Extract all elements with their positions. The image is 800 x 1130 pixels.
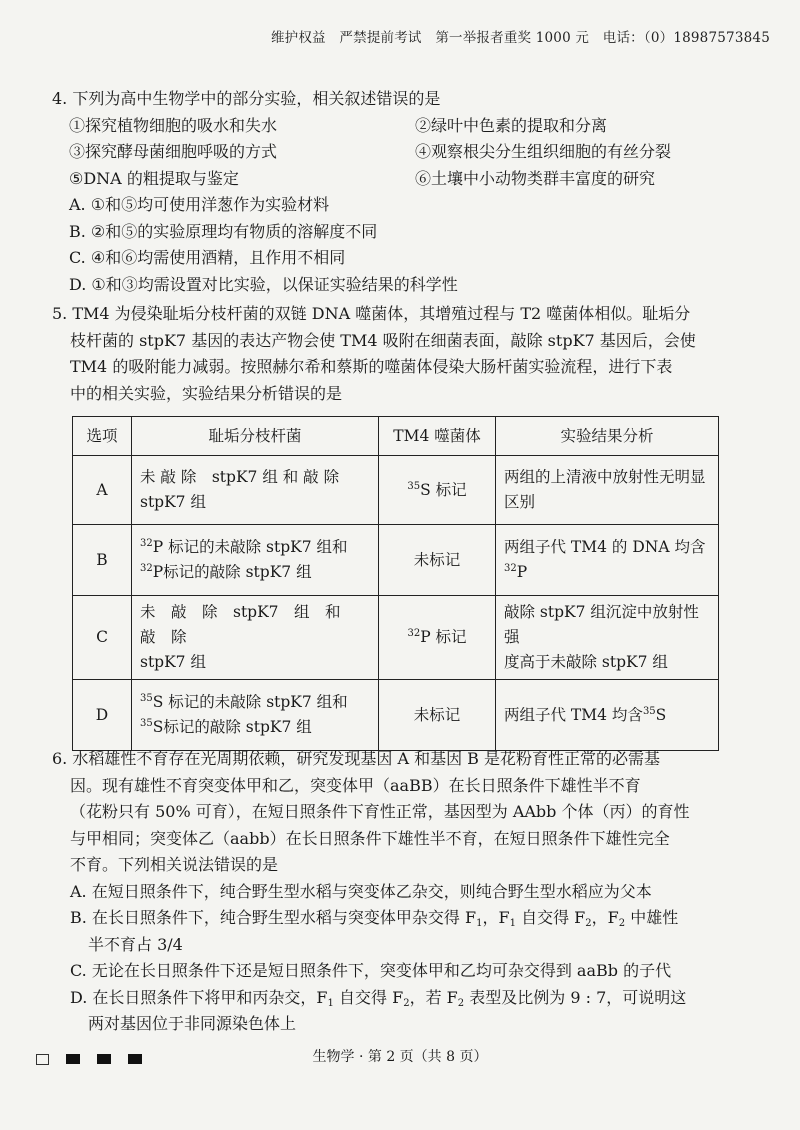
experiment-table [72,416,719,751]
option-c: C. ④和⑥均需使用酒精，且作用不相同 [69,248,346,267]
phage-cell [379,596,496,680]
question-stem-line: （花粉只有 50% 可育），在短日照条件下育性正常，基因型为 AAbb 个体（丙）的育性 [70,802,690,821]
isotope-mass: 32 [504,563,517,574]
result-cell [496,525,719,596]
experiment-item: ④观察根尖分生组织细胞的有丝分裂 [415,142,672,161]
question-5 [52,301,752,407]
isotope-mass: 35 [642,705,656,717]
question-stem-line: 枝杆菌的 stpK7 基因的表达产物会使 TM4 吸附在细菌表面，敲除 stpK7 基因后，会使 [70,330,696,350]
phage-cell [379,456,496,525]
option-b: B. ②和⑤的实验原理均有物质的溶解度不同 [69,221,378,241]
isotope-mass: 32 [407,628,421,639]
cell-line: 未 敲 除 stpK7 组 和 敲 除 [140,603,357,646]
table-row [73,680,719,751]
cell-text: S 标记 [420,480,467,499]
question-4 [52,86,752,298]
question-stem-line: 中的相关实验，实验结果分析错误的是 [70,383,343,403]
phage-cell: 未标记 [379,680,496,751]
result-cell [496,456,719,525]
cell-line: stpK7 组 [140,493,206,511]
cell-text: P标记的敲除 stpK7 组 [152,563,312,581]
option-a: A. 在短日照条件下，纯合野生型水稻与突变体乙杂交，则纯合野生型水稻应为父本 [70,881,652,901]
page-number: 生物学 · 第 2 页（共 8 页） [312,1049,488,1065]
question-stem-line: 6. 水稻雄性不育存在光周期依赖，研究发现基因 A 和基因 B 是花粉育性正常的必需基 [52,749,661,768]
cell-text: P 标记 [420,628,467,646]
option-cell: D [73,680,132,751]
question-6 [52,746,752,1038]
cell-text: S 标记的未敲除 stpK7 组和 [152,693,348,711]
option-text: 自交得 F [333,987,404,1007]
table-row [73,596,719,680]
option-text: ，F [482,908,510,927]
generation-sub: 2 [618,918,626,929]
table-row [73,456,719,525]
cell-line [140,560,370,585]
result-cell [496,680,719,751]
question-stem-line: TM4 的吸附能力减弱。按照赫尔希和蔡斯的噬菌体侵染大肠杆菌实验流程，进行下表 [70,357,673,376]
isotope-mass: 32 [140,538,153,549]
cell-text: S标记的敲除 stpK7 组 [152,718,312,736]
cell-text: 两组子代 TM4 均含 [504,705,643,724]
column-header: 选项 [73,417,132,456]
option-d [52,985,752,1012]
table-row [73,525,719,596]
cell-line: 度高于未敲除 stpK7 组 [504,653,668,671]
cell-line: 敲除 stpK7 组沉淀中放射性强 [504,603,699,646]
option-b [52,905,752,932]
option-c: C. 无论在长日照条件下还是短日照条件下，突变体甲和乙均可杂交得到 aaBb 的子代 [70,961,672,980]
generation-sub: 2 [457,997,465,1009]
cell-line [140,715,370,740]
option-cell: A [73,456,132,525]
cell-line: stpK7 组 [140,653,206,671]
option-text: ，若 F [409,987,458,1007]
isotope-mass: 35 [407,480,421,492]
cell-text: P [516,563,528,581]
experiment-item: ③探究酵母菌细胞呼吸的方式 [69,142,278,161]
bacteria-cell [132,680,379,751]
question-stem: 4. 下列为高中生物学中的部分实验，相关叙述错误的是 [52,89,441,108]
isotope-mass: 32 [140,563,153,574]
cell-line [140,690,370,715]
column-header: 实验结果分析 [496,417,719,456]
cell-text: S [655,705,667,724]
experiment-list [69,113,752,193]
cell-line: 区别 [504,493,536,511]
bacteria-cell [132,596,379,680]
phage-cell: 未标记 [379,525,496,596]
option-text: B. 在长日照条件下，纯合野生型水稻与突变体甲杂交得 F [70,908,477,927]
generation-sub: 1 [327,997,334,1009]
option-a: A. ①和⑤均可使用洋葱作为实验材料 [69,195,330,214]
table-header-row [73,417,719,456]
question-stem-line: 5. TM4 为侵染耻垢分枝杆菌的双链 DNA 噬菌体，其增殖过程与 T2 噬菌体相似。耻垢分 [52,304,691,323]
cell-text: P 标记的未敲除 stpK7 组和 [152,538,348,556]
option-text: ，F [591,908,619,927]
result-cell [496,596,719,680]
question-stem-line: 不育。下列相关说法错误的是 [70,855,279,874]
generation-sub: 1 [509,918,516,929]
generation-sub: 2 [585,918,592,929]
cell-line: 两组的上清液中放射性无明显 [504,468,706,486]
cell-text: 两组子代 TM4 的 DNA 均含 [504,538,706,556]
anti-leak-header: 维护权益 严禁提前考试 第一举报者重奖 1000 元 电话：（0）18987573845 [270,30,770,46]
option-b-continued: 半不育占 3/4 [88,934,183,954]
question-stem-line: 与甲相同；突变体乙（aabb）在长日照条件下雄性半不育，在短日照条件下雄性完全 [70,828,670,848]
column-header: 耻垢分枝杆菌 [132,417,379,456]
experiment-item: ⑤DNA 的粗提取与鉴定 [69,168,239,188]
option-text: 表型及比例为 9 : 7，可说明这 [464,987,687,1007]
option-text: 中雄性 [625,908,679,927]
bacteria-cell [132,525,379,596]
cell-line: 未 敲 除 stpK7 组 和 敲 除 [140,468,340,486]
option-d-continued: 两对基因位于非同源染色体上 [88,1014,297,1033]
option-text: 自交得 F [515,908,586,927]
isotope-mass: 35 [140,718,153,729]
experiment-item: ②绿叶中色素的提取和分离 [415,115,608,135]
bacteria-cell [132,456,379,525]
option-text: D. 在长日照条件下将甲和丙杂交，F [70,987,328,1007]
isotope-mass: 35 [140,693,153,704]
option-d: D. ①和③均需设置对比实验，以保证实验结果的科学性 [69,274,458,294]
question-stem-line: 因。现有雄性不育突变体甲和乙，突变体甲（aaBB）在长日照条件下雄性半不育 [70,775,641,795]
experiment-item: ⑥土壤中小动物类群丰富度的研究 [415,168,656,188]
option-cell: C [73,596,132,680]
generation-sub: 2 [403,997,410,1009]
experiment-item: ①探究植物细胞的吸水和失水 [69,115,278,135]
cell-line [140,535,370,560]
option-cell: B [73,525,132,596]
generation-sub: 1 [476,918,483,929]
column-header: TM4 噬菌体 [379,417,496,456]
